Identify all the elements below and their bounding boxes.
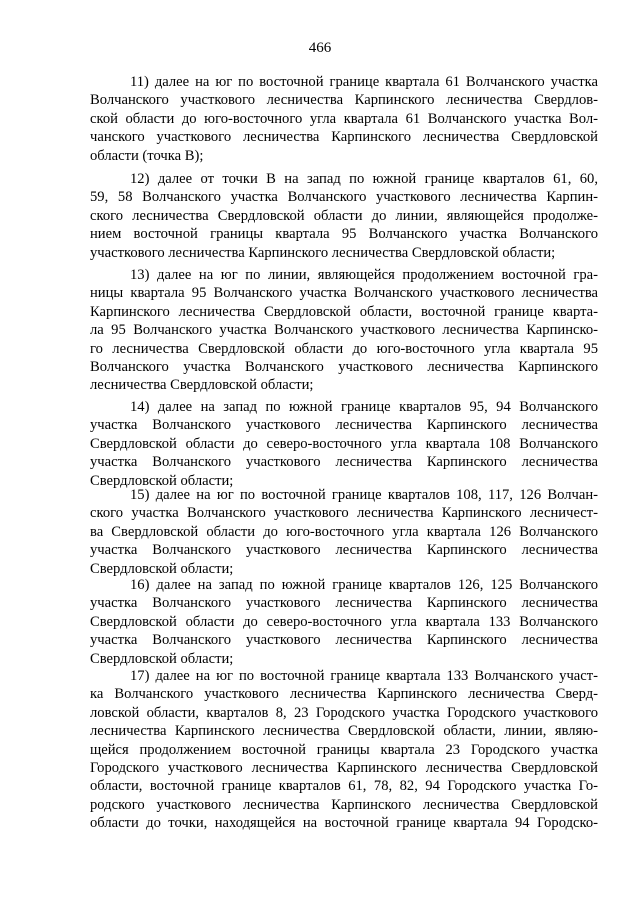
paragraph-13 — [90, 266, 598, 395]
text-line: Свердловской области до северо-восточного угла квартала 133 Волчанского — [90, 613, 598, 630]
text-line: 13) далее на юг по линии, являющейся продолжением восточной гра- — [130, 267, 598, 283]
text-line: области до точки, находящейся на восточной границе квартала 94 Городско- — [90, 815, 598, 832]
text-line: ской области до юго-восточного угла квартала 61 Волчанского участка Вол- — [90, 110, 598, 127]
text-line: области (точка В); — [90, 147, 204, 164]
text-line: щейся продолжением восточной границы квартала 23 Городского участка — [90, 741, 598, 758]
text-line: участка Волчанского участкового лесничества Карпинского лесничества — [90, 632, 598, 649]
text-line: Свердловской области до северо-восточного угла квартала 108 Волчанского — [90, 435, 598, 452]
text-line: лесничества Карпинского лесничества Свердловской области, линии, являю- — [90, 723, 598, 740]
text-line: участка Волчанского участкового лесничества Карпинского лесничества — [90, 595, 598, 612]
text-line: ловской области, кварталов 8, 23 Городского участка Городского участкового — [90, 704, 598, 721]
text-line: участка Волчанского участкового лесничества Карпинского лесничества — [90, 417, 598, 434]
text-line: Волчанского участка Волчанского участкового лесничества Карпинского — [90, 358, 598, 375]
text-line: области, восточной границе кварталов 61, 78, 82, 94 Городского участка Го- — [90, 778, 598, 795]
paragraph-17 — [90, 667, 598, 833]
paragraph-16 — [90, 576, 598, 668]
text-line: ницы квартала 95 Волчанского участка Волчанского участкового лесничества — [90, 285, 598, 302]
paragraph-15 — [90, 486, 598, 578]
text-line: ка Волчанского участкового лесничества Карпинского лесничества Сверд- — [90, 686, 598, 703]
text-line: Свердловской области; — [90, 472, 234, 489]
text-line: 14) далее на запад по южной границе кварталов 95, 94 Волчанского — [130, 399, 598, 415]
text-line: 16) далее на запад по южной границе кварталов 126, 125 Волчанского — [130, 577, 598, 593]
page-number: 466 — [308, 40, 332, 56]
text-line: го лесничества Свердловской области до юго-восточного угла квартала 95 — [90, 340, 598, 357]
text-line: ского лесничества Свердловской области до линии, являющейся продолже- — [90, 207, 598, 224]
text-line: Карпинского лесничества Свердловской области, восточной границе кварта- — [90, 303, 598, 320]
text-line: 59, 58 Волчанского участка Волчанского участкового лесничества Карпин- — [90, 189, 598, 206]
text-line: Свердловской области; — [90, 560, 234, 577]
text-line: Свердловской области; — [90, 650, 234, 667]
text-line: нием восточной границы квартала 95 Волчанского участка Волчанского — [90, 226, 598, 243]
text-line: 15) далее на юг по восточной границе кварталов 108, 117, 126 Волчан- — [130, 487, 598, 503]
text-line: 11) далее на юг по восточной границе квартала 61 Волчанского участка — [130, 74, 598, 90]
paragraph-14 — [90, 398, 598, 490]
text-line: ского участка Волчанского участкового лесничества Карпинского лесничест- — [90, 505, 598, 522]
text-line: Волчанского участкового лесничества Карпинского лесничества Свердлов- — [90, 92, 598, 109]
text-line: лесничества Свердловской области; — [90, 377, 314, 394]
text-line: родского участкового лесничества Карпинского лесничества Свердловской — [90, 796, 598, 813]
text-line: Городского участкового лесничества Карпинского лесничества Свердловской — [90, 759, 598, 776]
text-line: 17) далее на юг по восточной границе квартала 133 Волчанского участ- — [130, 668, 598, 684]
text-line: участка Волчанского участкового лесничества Карпинского лесничества — [90, 542, 598, 559]
text-line: 12) далее от точки В на запад по южной границе кварталов 61, 60, — [130, 171, 598, 187]
paragraph-12 — [90, 170, 598, 262]
text-line: ла 95 Волчанского участка Волчанского участкового лесничества Карпинско- — [90, 322, 598, 339]
text-line: ва Свердловской области до юго-восточного угла квартала 126 Волчанского — [90, 523, 598, 540]
text-line: чанского участкового лесничества Карпинского лесничества Свердловской — [90, 129, 598, 146]
paragraph-11 — [90, 73, 598, 165]
text-line: участкового лесничества Карпинского лесничества Свердловской области; — [90, 244, 556, 261]
text-line: участка Волчанского участкового лесничества Карпинского лесничества — [90, 454, 598, 471]
